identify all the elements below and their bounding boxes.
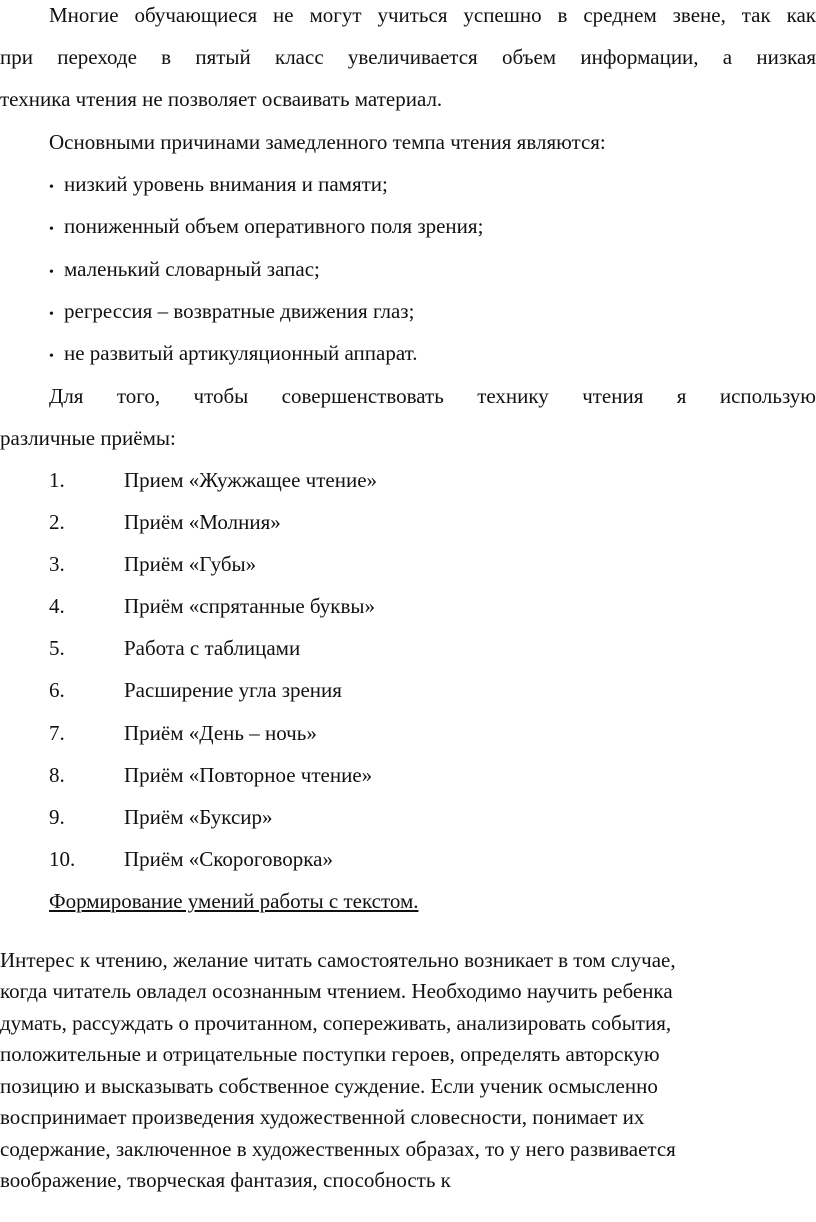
bullet-icon: •	[49, 307, 54, 322]
technique-text: Работа с таблицами	[124, 636, 301, 660]
final-paragraph-line: воспринимает произведения художественной словесности, понимает их	[0, 1105, 645, 1129]
technique-text: Приём «Губы»	[124, 552, 257, 576]
technique-text: Расширение угла зрения	[124, 678, 342, 702]
technique-number: 6.	[49, 678, 65, 702]
final-paragraph-line: Интерес к чтению, желание читать самостоятельно возникает в том случае,	[0, 948, 676, 972]
causes-heading: Основными причинами замедленного темпа чтения являются:	[49, 130, 606, 154]
intro-line-3: техника чтения не позволяет осваивать материал.	[0, 87, 443, 111]
technique-text: Приём «Повторное чтение»	[124, 763, 373, 787]
technique-text: Приём «Буксир»	[124, 805, 273, 829]
technique-number: 1.	[49, 468, 65, 492]
cause-text: низкий уровень внимания и памяти;	[64, 172, 388, 196]
final-paragraph-line: когда читатель овладел осознанным чтением. Необходимо научить ребенка	[0, 979, 673, 1003]
final-paragraph-line: позицию и высказывать собственное суждение. Если ученик осмысленно	[0, 1074, 658, 1098]
cause-item	[49, 298, 816, 328]
cause-text: пониженный объем оперативного поля зрения;	[64, 214, 484, 238]
section-heading	[49, 888, 816, 914]
bullet-icon: •	[49, 180, 54, 195]
bullet-icon: •	[49, 265, 54, 280]
cause-item	[49, 340, 816, 370]
cause-item	[49, 256, 816, 286]
cause-text: не развитый артикуляционный аппарат.	[64, 341, 418, 365]
technique-number: 8.	[49, 763, 65, 787]
techniques-intro-line-1: Для того, чтобы совершенствовать технику чтения я использую	[49, 384, 816, 408]
technique-text: Приём «День – ночь»	[124, 721, 317, 745]
techniques-intro-line-2: различные приёмы:	[0, 426, 176, 450]
final-paragraph-line: содержание, заключенное в художественных образах, то у него развивается	[0, 1137, 676, 1161]
technique-text: Приём «Скороговорка»	[124, 847, 333, 871]
technique-number: 5.	[49, 636, 65, 660]
technique-number: 2.	[49, 510, 65, 534]
final-paragraph-line: положительные и отрицательные поступки героев, определять авторскую	[0, 1042, 660, 1066]
intro-line-2: при переходе в пятый класс увеличивается объем информации, а низкая	[0, 45, 816, 69]
cause-text: маленький словарный запас;	[64, 257, 320, 281]
technique-number: 10.	[49, 847, 76, 871]
cause-item	[49, 213, 816, 243]
technique-number: 7.	[49, 721, 65, 745]
final-paragraph-line: воображение, творческая фантазия, способность к	[0, 1168, 451, 1192]
technique-text: Прием «Жужжащее чтение»	[124, 468, 378, 492]
technique-number: 3.	[49, 552, 65, 576]
cause-text: регрессия – возвратные движения глаз;	[64, 299, 415, 323]
bullet-icon: •	[49, 349, 54, 364]
technique-text: Приём «спрятанные буквы»	[124, 594, 376, 618]
technique-number: 9.	[49, 805, 65, 829]
final-paragraph-line: думать, рассуждать о прочитанном, сопереживать, анализировать события,	[0, 1011, 672, 1035]
technique-text: Приём «Молния»	[124, 510, 281, 534]
bullet-icon: •	[49, 222, 54, 237]
section-heading-text: Формирование умений работы с текстом.	[49, 889, 419, 913]
cause-item	[49, 171, 816, 201]
intro-line-1: Многие обучающиеся не могут учиться успешно в среднем звене, так как	[49, 3, 816, 27]
technique-number: 4.	[49, 594, 65, 618]
